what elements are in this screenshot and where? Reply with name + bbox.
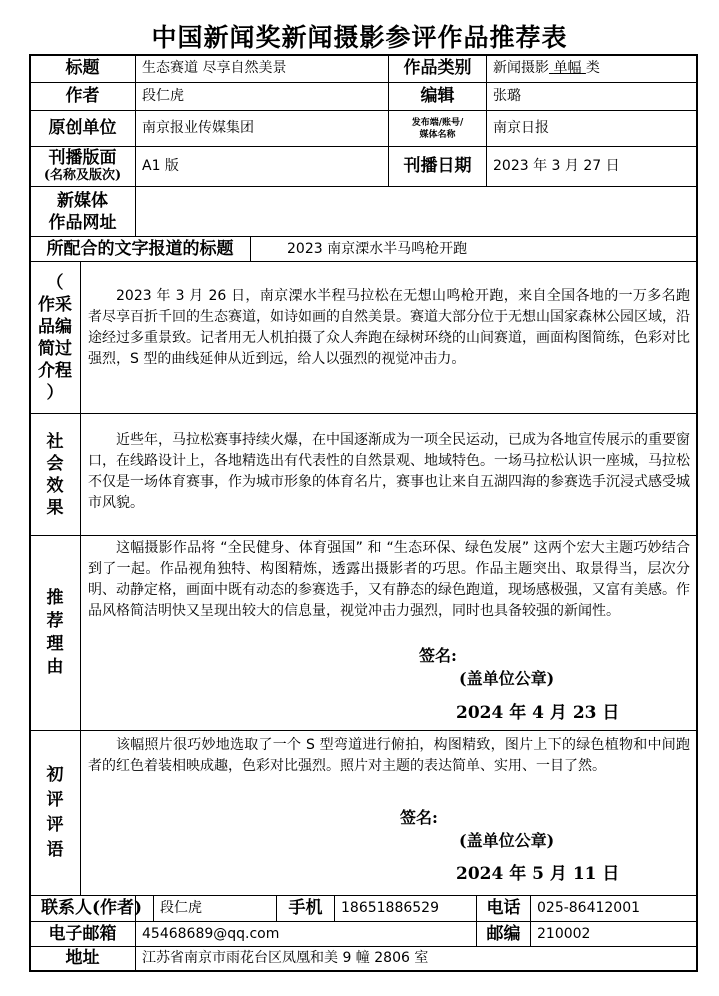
label-origin-unit: 原创单位 xyxy=(48,118,117,138)
value-title: 生态赛道 尽享自然美景 xyxy=(142,60,287,76)
value-contact: 段仁虎 xyxy=(160,900,202,916)
reason-date: 2024 年 4 月 23 日 xyxy=(456,703,620,723)
label-address: 地址 xyxy=(65,948,100,968)
text-intro: 2023 年 3 月 26 日，南京溧水半程马拉松在无想山鸣枪开跑，来自全国各地的一万多名跑者尽享百折千回的生态赛道，如诗如画的自然美景。赛道大部分位于无想山国家森林公园区域，沿途经过多重景致。记者用无人机拍摄了众人奔跑在绿树环绕的山间赛道，画面构图简练，色彩对比强烈，S 型的曲线延伸从近到远，给人以强烈的视觉冲击力。 xyxy=(88,288,690,367)
label-tel: 电话 xyxy=(486,898,521,918)
label-category: 作品类别 xyxy=(403,58,472,78)
value-category xyxy=(487,55,696,82)
label-related-title: 所配合的文字报道的标题 xyxy=(46,238,234,259)
value-postcode: 210002 xyxy=(537,925,591,942)
value-phone: 18651886529 xyxy=(341,900,439,916)
label-postcode: 邮编 xyxy=(486,923,521,944)
label-editor: 编辑 xyxy=(420,86,455,106)
value-email: 45468689@qq.com xyxy=(142,925,280,942)
value-page: A1 版 xyxy=(142,158,179,174)
reason-signature-label: 签名: xyxy=(419,646,457,665)
label-social-effect: 社 会 效 果 xyxy=(46,431,64,518)
label-author: 作者 xyxy=(65,86,100,106)
review-signature-label: 签名: xyxy=(400,808,438,827)
text-social-effect: 近些年，马拉松赛事持续火爆，在中国逐渐成为一项全民运动，已成为各地宣传展示的重要窗口，在线路设计上，各地精选出有代表性的自然景观、地域特色。一场马拉松认识一座城，马拉松不仅是一场体育赛事，作为城市形象的体育名片，赛事也让来自五湖四海的参赛选手沉浸式感受城市风貌。 xyxy=(88,432,690,511)
value-editor: 张璐 xyxy=(493,88,521,104)
value-tel: 025-86412001 xyxy=(537,900,641,916)
value-new-media-url xyxy=(136,187,696,236)
label-title: 标题 xyxy=(65,58,100,78)
reason-seal-label: (盖单位公章) xyxy=(459,669,555,688)
text-review: 该幅照片很巧妙地选取了一个 S 型弯道进行俯拍，构图精致，图片上下的绿色植物和中间跑者的红色着装相映成趣，色彩对比强烈。照片对主题的表达简单、实用、一目了然。 xyxy=(88,737,690,774)
label-email: 电子邮箱 xyxy=(48,923,117,944)
value-pub-date: 2023 年 3 月 27 日 xyxy=(493,158,620,174)
text-reason: 这幅摄影作品将 “全民健身、体育强国” 和 “生态环保、绿色发展” 这两个宏大主题巧妙结合到了一起。作品视角独特、构图精炼，透露出摄影者的巧思。作品主题突出、取景得当，层次分明、动静定格，画面中既有动态的参赛选手，又有静态的绿色跑道，现场感极强，又富有美感。作品风格简洁明快又呈现出较大的信息量，视觉冲击力强烈，同时也具备较强的新闻性。 xyxy=(88,540,690,619)
label-reason: 推 荐 理 由 xyxy=(46,588,64,677)
label-page: 刊播版面 (名称及版次) xyxy=(43,147,122,183)
label-pub-date: 刊播日期 xyxy=(403,156,472,176)
value-related-title: 2023 南京溧水半马鸣枪开跑 xyxy=(287,240,468,257)
label-phone: 手机 xyxy=(288,898,323,918)
category-prefix: 新闻摄影 xyxy=(493,60,549,76)
label-contact: 联系人(作者) xyxy=(40,898,143,918)
category-suffix: 类 xyxy=(585,60,600,76)
category-fill: 单幅 xyxy=(553,60,582,76)
label-intro: （ 作采 品编 简过 介程 ） xyxy=(38,272,72,403)
value-address: 江苏省南京市雨花台区凤凰和美 9 幢 2806 室 xyxy=(142,950,429,966)
review-seal-label: (盖单位公章) xyxy=(459,831,555,850)
label-new-media: 新媒体 作品网址 xyxy=(48,190,117,233)
value-origin-unit: 南京报业传媒集团 xyxy=(142,120,254,136)
review-date: 2024 年 5 月 11 日 xyxy=(456,864,620,884)
value-publisher: 南京日报 xyxy=(493,120,549,136)
form-title: 中国新闻奖新闻摄影参评作品推荐表 xyxy=(151,23,568,52)
value-author: 段仁虎 xyxy=(142,88,184,104)
label-publisher: 发布端/账号/ 媒体名称 xyxy=(411,117,464,140)
label-review: 初 评 评 语 xyxy=(46,765,64,860)
